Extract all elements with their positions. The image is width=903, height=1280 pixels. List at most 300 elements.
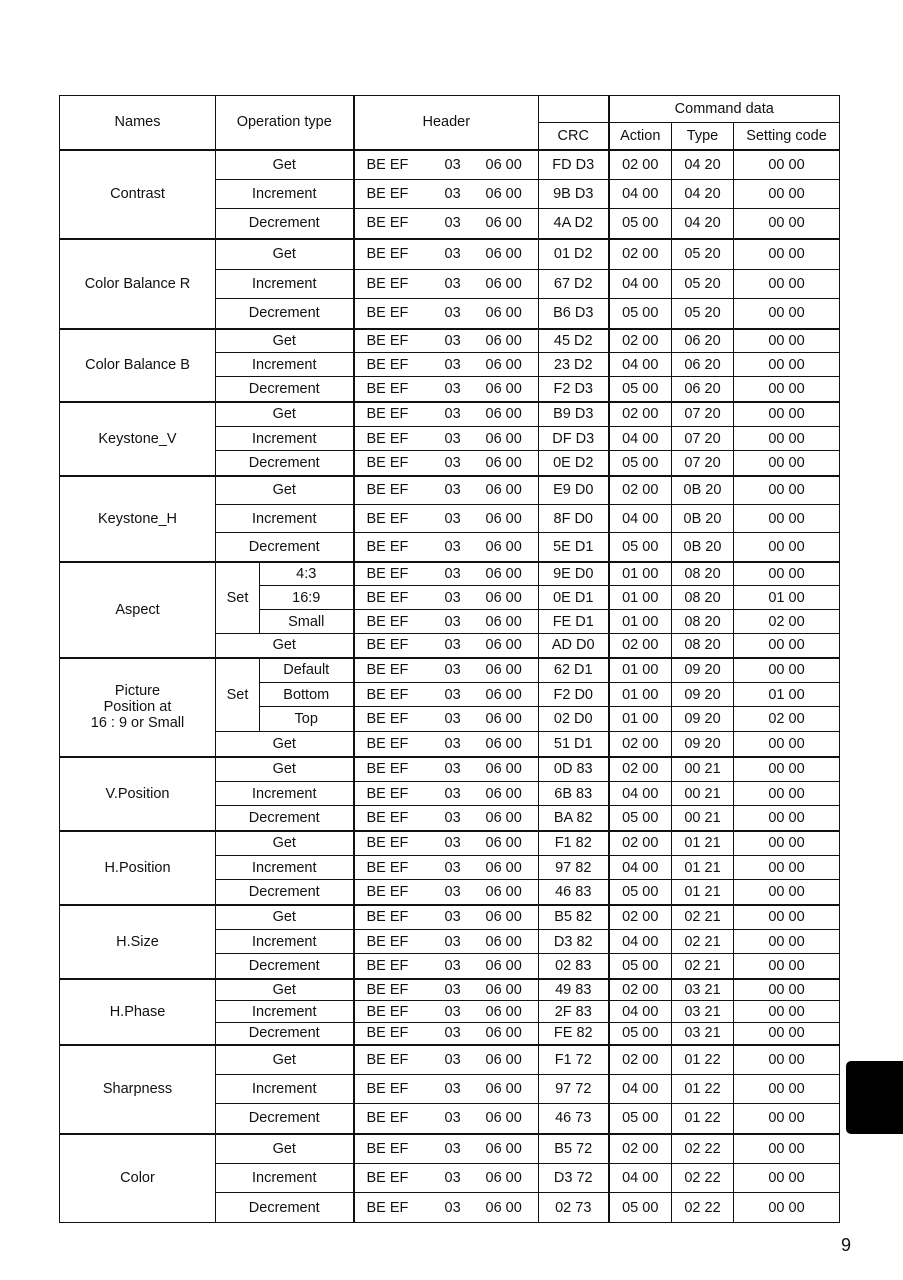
setting-code-cell: 00 00 (734, 831, 840, 856)
header-byte: 06 00 (485, 711, 522, 727)
type-cell: 02 22 (672, 1134, 734, 1164)
header-bytes-cell (354, 533, 539, 562)
header-bytes-cell (354, 505, 539, 533)
action-cell: 02 00 (609, 979, 672, 1001)
header-byte: 03 (444, 246, 461, 263)
crc-cell: 5E D1 (539, 533, 609, 562)
header-byte: 06 00 (485, 933, 522, 950)
type-cell: 00 21 (672, 782, 734, 806)
type-cell: 02 21 (672, 905, 734, 930)
header-bytes-cell (354, 329, 539, 353)
header-byte: 03 (444, 1081, 461, 1097)
header-bytes-cell (354, 757, 539, 782)
operation-cell: Decrement (216, 451, 354, 476)
action-cell: 01 00 (609, 707, 672, 732)
item-name: Sharpness (60, 1045, 216, 1134)
setting-code-cell: 02 00 (734, 707, 840, 732)
table-row (60, 757, 840, 782)
header-byte: BE EF (366, 1170, 409, 1186)
header-byte: 06 00 (485, 276, 522, 292)
header-byte: BE EF (366, 909, 409, 926)
action-cell: 04 00 (609, 353, 672, 377)
action-cell: 05 00 (609, 880, 672, 905)
item-name: H.Position (60, 831, 216, 905)
item-name: Keystone_V (60, 402, 216, 476)
table-row (60, 658, 840, 683)
header-bytes-cell (354, 180, 539, 209)
crc-cell: 67 D2 (539, 270, 609, 299)
header-bytes-cell (354, 880, 539, 905)
type-cell: 06 20 (672, 377, 734, 402)
operation-cell: 16:9 (260, 586, 354, 610)
action-cell: 02 00 (609, 476, 672, 505)
operation-cell: Get (216, 757, 354, 782)
header-byte: BE EF (366, 380, 409, 397)
setting-code-cell: 00 00 (734, 1134, 840, 1164)
crc-cell: F1 72 (539, 1045, 609, 1075)
crc-cell: 8F D0 (539, 505, 609, 533)
item-name: Contrast (60, 150, 216, 239)
header-bytes-cell (354, 476, 539, 505)
item-name: Color (60, 1134, 216, 1223)
header-bytes-cell (354, 610, 539, 634)
header-type: Type (672, 123, 734, 150)
operation-cell: Increment (216, 505, 354, 533)
type-cell: 03 21 (672, 1023, 734, 1045)
setting-code-cell: 00 00 (734, 634, 840, 658)
header-names: Names (60, 96, 216, 150)
header-byte: 03 (444, 332, 461, 349)
header-byte: 03 (444, 1003, 461, 1020)
header-byte: 06 00 (485, 430, 522, 447)
header-byte: BE EF (366, 1081, 409, 1097)
header-bytes-cell (354, 209, 539, 239)
crc-cell: 6B 83 (539, 782, 609, 806)
header-byte: 03 (444, 510, 461, 527)
header-byte: BE EF (366, 538, 409, 555)
header-byte: 03 (444, 406, 461, 423)
header-byte: 06 00 (485, 538, 522, 555)
operation-cell: Get (216, 150, 354, 180)
header-byte: BE EF (366, 711, 409, 727)
table-row (60, 1045, 840, 1075)
header-byte: 03 (444, 735, 461, 752)
action-cell: 02 00 (609, 1134, 672, 1164)
type-cell: 02 22 (672, 1193, 734, 1223)
setting-code-cell: 00 00 (734, 180, 840, 209)
type-cell: 02 21 (672, 954, 734, 979)
header-byte: 06 00 (485, 589, 522, 606)
operation-cell: Top (260, 707, 354, 732)
header-bytes-cell (354, 1001, 539, 1023)
header-byte: 03 (444, 589, 461, 606)
header-bytes-cell (354, 782, 539, 806)
crc-cell: 02 73 (539, 1193, 609, 1223)
setting-code-cell: 01 00 (734, 586, 840, 610)
setting-code-cell: 01 00 (734, 683, 840, 707)
crc-cell: F1 82 (539, 831, 609, 856)
operation-cell: Increment (216, 180, 354, 209)
header-bytes-cell (354, 905, 539, 930)
crc-cell: 01 D2 (539, 239, 609, 270)
crc-cell: 02 D0 (539, 707, 609, 732)
header-bytes-cell (354, 683, 539, 707)
item-name: V.Position (60, 757, 216, 831)
header-bytes-cell (354, 586, 539, 610)
operation-cell: Get (216, 239, 354, 270)
operation-cell: Get (216, 634, 354, 658)
header-bytes-cell (354, 1075, 539, 1104)
action-cell: 02 00 (609, 402, 672, 427)
setting-code-cell: 00 00 (734, 402, 840, 427)
table-row (60, 402, 840, 427)
header-bytes-cell (354, 1164, 539, 1193)
header-bytes-cell (354, 806, 539, 831)
header-byte: 06 00 (485, 406, 522, 423)
header-byte: BE EF (366, 1110, 409, 1127)
header-setting-code: Setting code (734, 123, 840, 150)
header-bytes-cell (354, 1045, 539, 1075)
setting-code-cell: 00 00 (734, 1104, 840, 1134)
header-byte: BE EF (366, 332, 409, 349)
operation-cell: Increment (216, 1001, 354, 1023)
table-row (60, 239, 840, 270)
type-cell: 08 20 (672, 562, 734, 586)
header-byte: BE EF (366, 1140, 409, 1157)
header-byte: 06 00 (485, 981, 522, 998)
header-byte: 03 (444, 565, 461, 582)
table-row (60, 150, 840, 180)
action-cell: 05 00 (609, 954, 672, 979)
header-byte: 03 (444, 430, 461, 447)
action-cell: 02 00 (609, 732, 672, 757)
type-cell: 0B 20 (672, 533, 734, 562)
action-cell: 01 00 (609, 562, 672, 586)
header-bytes-cell (354, 239, 539, 270)
type-cell: 05 20 (672, 299, 734, 329)
header-byte: 06 00 (485, 613, 522, 630)
action-cell: 04 00 (609, 505, 672, 533)
header-action: Action (609, 123, 672, 150)
operation-cell: Decrement (216, 1193, 354, 1223)
setting-code-cell: 00 00 (734, 150, 840, 180)
header-byte: 03 (444, 613, 461, 630)
crc-cell: 9B D3 (539, 180, 609, 209)
header-byte: BE EF (366, 510, 409, 527)
header-bytes-cell (354, 930, 539, 954)
operation-cell: Small (260, 610, 354, 634)
header-byte: 06 00 (485, 957, 522, 974)
action-cell: 04 00 (609, 1164, 672, 1193)
item-name: Color Balance B (60, 329, 216, 402)
item-name (60, 658, 216, 757)
operation-cell: Decrement (216, 954, 354, 979)
header-bytes-cell (354, 979, 539, 1001)
header-byte: BE EF (366, 686, 409, 703)
setting-code-cell: 00 00 (734, 377, 840, 402)
table-row (60, 329, 840, 353)
header-byte: 03 (444, 356, 461, 373)
action-cell: 05 00 (609, 1023, 672, 1045)
header-byte: 03 (444, 538, 461, 555)
header-byte: 03 (444, 686, 461, 703)
action-cell: 02 00 (609, 831, 672, 856)
header-bytes-cell (354, 954, 539, 979)
operation-cell: Decrement (216, 377, 354, 402)
action-cell: 05 00 (609, 209, 672, 239)
setting-code-cell: 00 00 (734, 299, 840, 329)
header-byte: 03 (444, 1110, 461, 1127)
header-byte: 03 (444, 1170, 461, 1186)
header-byte: 03 (444, 933, 461, 950)
header-byte: 06 00 (485, 1199, 522, 1216)
header-byte: 03 (444, 662, 461, 679)
setting-code-cell: 00 00 (734, 239, 840, 270)
header-command-data: Command data (609, 96, 840, 123)
crc-cell: 23 D2 (539, 353, 609, 377)
operation-cell: Increment (216, 1075, 354, 1104)
header-byte: 06 00 (485, 1051, 522, 1068)
crc-cell: 45 D2 (539, 329, 609, 353)
operation-cell: Decrement (216, 806, 354, 831)
header-byte: 06 00 (485, 809, 522, 826)
crc-cell: B5 72 (539, 1134, 609, 1164)
crc-cell: DF D3 (539, 427, 609, 451)
header-bytes-cell (354, 299, 539, 329)
header-bytes-cell (354, 562, 539, 586)
header-byte: 06 00 (485, 761, 522, 778)
header-byte: 06 00 (485, 1003, 522, 1020)
header-byte: BE EF (366, 565, 409, 582)
header-byte: 06 00 (485, 305, 522, 322)
command-table (59, 95, 840, 1223)
crc-cell: 97 82 (539, 856, 609, 880)
type-cell: 08 20 (672, 586, 734, 610)
action-cell: 04 00 (609, 856, 672, 880)
action-cell: 02 00 (609, 634, 672, 658)
setting-code-cell: 00 00 (734, 732, 840, 757)
header-byte: 06 00 (485, 1025, 522, 1042)
setting-code-cell: 00 00 (734, 880, 840, 905)
header-byte: 03 (444, 1140, 461, 1157)
type-cell: 06 20 (672, 329, 734, 353)
header-byte: 03 (444, 305, 461, 322)
header-byte: BE EF (366, 933, 409, 950)
type-cell: 09 20 (672, 658, 734, 683)
type-cell: 04 20 (672, 209, 734, 239)
type-cell: 06 20 (672, 353, 734, 377)
header-byte: 03 (444, 859, 461, 876)
operation-cell: Get (216, 831, 354, 856)
action-cell: 05 00 (609, 1193, 672, 1223)
action-cell: 05 00 (609, 1104, 672, 1134)
operation-cell: Get (216, 476, 354, 505)
type-cell: 07 20 (672, 451, 734, 476)
action-cell: 05 00 (609, 533, 672, 562)
crc-cell: 4A D2 (539, 209, 609, 239)
operation-cell: Increment (216, 270, 354, 299)
action-cell: 04 00 (609, 180, 672, 209)
action-cell: 05 00 (609, 806, 672, 831)
operation-cell: Get (216, 1045, 354, 1075)
crc-cell: 9E D0 (539, 562, 609, 586)
header-byte: 03 (444, 156, 461, 173)
action-cell: 01 00 (609, 586, 672, 610)
crc-cell: D3 82 (539, 930, 609, 954)
header-byte: 06 00 (485, 735, 522, 752)
setting-code-cell: 00 00 (734, 270, 840, 299)
header-byte: 06 00 (485, 246, 522, 263)
header-bytes-cell (354, 831, 539, 856)
action-cell: 04 00 (609, 427, 672, 451)
header-byte: 06 00 (485, 380, 522, 397)
setting-code-cell: 00 00 (734, 353, 840, 377)
action-cell: 05 00 (609, 451, 672, 476)
header-byte: 06 00 (485, 482, 522, 499)
header-byte: BE EF (366, 1199, 409, 1216)
table-row (60, 831, 840, 856)
header-bytes-cell (354, 1104, 539, 1134)
header-bytes-cell (354, 634, 539, 658)
setting-code-cell: 00 00 (734, 209, 840, 239)
header-byte: BE EF (366, 305, 409, 322)
action-cell: 04 00 (609, 270, 672, 299)
section-tab (846, 1061, 903, 1134)
action-cell: 02 00 (609, 329, 672, 353)
header-byte: 06 00 (485, 785, 522, 802)
setting-code-cell: 02 00 (734, 610, 840, 634)
operation-cell: Get (216, 905, 354, 930)
operation-cell: 4:3 (260, 562, 354, 586)
header-byte: BE EF (366, 186, 409, 202)
header-byte: 06 00 (485, 510, 522, 527)
type-cell: 04 20 (672, 150, 734, 180)
header-byte: BE EF (366, 156, 409, 173)
header-byte: 06 00 (485, 637, 522, 654)
crc-cell: BA 82 (539, 806, 609, 831)
type-cell: 09 20 (672, 707, 734, 732)
operation-cell: Get (216, 402, 354, 427)
header-bytes-cell (354, 1023, 539, 1045)
operation-cell: Bottom (260, 683, 354, 707)
action-cell: 02 00 (609, 239, 672, 270)
header-byte: BE EF (366, 957, 409, 974)
header-byte: 03 (444, 482, 461, 499)
header-bytes-cell (354, 377, 539, 402)
page-number: 9 (841, 1235, 852, 1255)
crc-cell: B6 D3 (539, 299, 609, 329)
crc-cell: AD D0 (539, 634, 609, 658)
table-row (60, 905, 840, 930)
header-byte: 06 00 (485, 186, 522, 202)
header-byte: 06 00 (485, 156, 522, 173)
header-byte: 06 00 (485, 1110, 522, 1127)
header-byte: BE EF (366, 356, 409, 373)
crc-cell: FE 82 (539, 1023, 609, 1045)
operation-cell: Increment (216, 930, 354, 954)
header-byte: 06 00 (485, 1140, 522, 1157)
action-cell: 02 00 (609, 150, 672, 180)
command-table-body (60, 150, 840, 1223)
action-cell: 01 00 (609, 610, 672, 634)
header-byte: BE EF (366, 883, 409, 900)
type-cell: 01 22 (672, 1045, 734, 1075)
type-cell: 02 21 (672, 930, 734, 954)
header-byte: BE EF (366, 276, 409, 292)
crc-cell: 2F 83 (539, 1001, 609, 1023)
header-byte: 03 (444, 761, 461, 778)
setting-code-cell: 00 00 (734, 476, 840, 505)
operation-cell: Default (260, 658, 354, 683)
operation-cell: Decrement (216, 1104, 354, 1134)
action-cell: 04 00 (609, 930, 672, 954)
header-byte: BE EF (366, 637, 409, 654)
header-byte: 06 00 (485, 1081, 522, 1097)
header-byte: 06 00 (485, 332, 522, 349)
operation-cell: Increment (216, 1164, 354, 1193)
crc-cell: E9 D0 (539, 476, 609, 505)
header-byte: BE EF (366, 761, 409, 778)
action-cell: 04 00 (609, 1075, 672, 1104)
header-byte: 03 (444, 835, 461, 852)
table-row (60, 562, 840, 586)
type-cell: 07 20 (672, 402, 734, 427)
type-cell: 01 22 (672, 1075, 734, 1104)
header-byte: 03 (444, 1199, 461, 1216)
type-cell: 0B 20 (672, 476, 734, 505)
action-cell: 01 00 (609, 683, 672, 707)
table-row (60, 1134, 840, 1164)
header-byte: BE EF (366, 981, 409, 998)
action-cell: 05 00 (609, 299, 672, 329)
operation-cell: Decrement (216, 533, 354, 562)
header-byte: 06 00 (485, 883, 522, 900)
header-byte: 06 00 (485, 909, 522, 926)
item-name: Aspect (60, 562, 216, 658)
header-bytes-cell (354, 658, 539, 683)
header-crc-top (539, 96, 609, 123)
action-cell: 01 00 (609, 658, 672, 683)
type-cell: 09 20 (672, 683, 734, 707)
setting-code-cell: 00 00 (734, 533, 840, 562)
crc-cell: 46 83 (539, 880, 609, 905)
item-name-line: Picture (114, 683, 161, 699)
header-byte: 06 00 (485, 454, 522, 471)
header-bytes-cell (354, 451, 539, 476)
operation-cell: Decrement (216, 1023, 354, 1045)
setting-code-cell: 00 00 (734, 562, 840, 586)
crc-cell: B5 82 (539, 905, 609, 930)
crc-cell: 0E D2 (539, 451, 609, 476)
item-name: Keystone_H (60, 476, 216, 562)
header-byte: 06 00 (485, 686, 522, 703)
crc-cell: 62 D1 (539, 658, 609, 683)
header-bytes-cell (354, 150, 539, 180)
crc-cell: 46 73 (539, 1104, 609, 1134)
header-bytes-cell (354, 1193, 539, 1223)
setting-code-cell: 00 00 (734, 1001, 840, 1023)
type-cell: 03 21 (672, 979, 734, 1001)
setting-code-cell: 00 00 (734, 856, 840, 880)
crc-cell: 97 72 (539, 1075, 609, 1104)
header-byte: 06 00 (485, 356, 522, 373)
table-row (60, 476, 840, 505)
header-bytes-cell (354, 707, 539, 732)
type-cell: 00 21 (672, 806, 734, 831)
header-byte: 03 (444, 380, 461, 397)
action-cell: 02 00 (609, 757, 672, 782)
setting-code-cell: 00 00 (734, 954, 840, 979)
